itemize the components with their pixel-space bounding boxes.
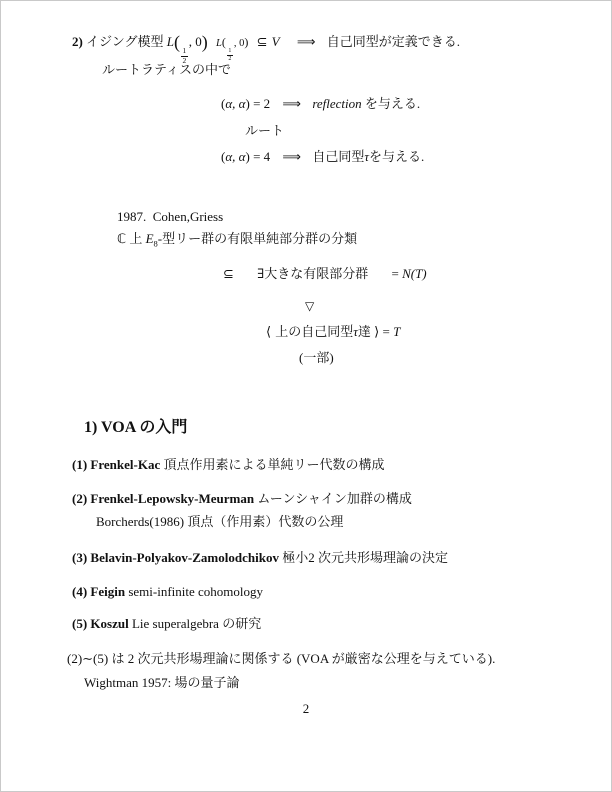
author-name: Feigin — [90, 584, 126, 599]
fraction-one-half-small: $\frac{1}{2}$ — [228, 47, 232, 62]
classification-line: ℂ 上 $E_8-$型リー群の有限単純部分群の分類 — [117, 231, 358, 249]
exists-big-finite-subgroup: ∃大きな有限部分群 — [257, 266, 369, 281]
case-alpha4-line: (α, α) = 4 ⟹ 自己同型τを与える. — [221, 149, 425, 165]
ising-model-line — [72, 31, 460, 64]
voa-section-heading: 1) VOA の入門 — [84, 419, 188, 436]
E8-subscript: 8 — [153, 238, 158, 249]
triangle-symbol: ▽ — [305, 299, 315, 313]
item-desc: 極小2 次元共形場理論の決定 — [278, 550, 448, 565]
page-number: 2 — [302, 701, 310, 716]
implies-arrow: ⟹ — [296, 35, 315, 50]
item-desc: semi-infinite cohomology — [125, 584, 264, 599]
V-symbol: V — [271, 34, 280, 49]
item-desc: Lie superalgebra の研究 — [128, 616, 262, 631]
alpha-pair: α, α — [225, 149, 246, 164]
cohen-griess-year-line: 1987. Cohen,Griess — [117, 209, 224, 224]
author-name: Frenkel-Kac — [90, 457, 161, 472]
wightman-line: Wightman 1957: 場の量子論 — [84, 675, 240, 690]
item-desc: ムーンシャイン加群の構成 — [254, 491, 412, 506]
item-number: (4) — [72, 584, 91, 599]
voa-item-4 — [72, 584, 263, 600]
cft-relation-note: (2)∼(5) は 2 次元共形場理論に関係する (VOA が厳密な公理を与えている). — [67, 651, 496, 666]
author-name: Belavin-Polyakov-Zamolodchikov — [90, 550, 279, 565]
L-half-0-big: L( $\frac{1}{2}$ , 0) — [166, 31, 208, 65]
E8-symbol: E — [145, 231, 154, 246]
voa-item-3 — [72, 550, 448, 566]
voa-item-2 — [72, 491, 412, 507]
implies-arrow: ⟹ — [282, 97, 301, 112]
generated-group-line: ⟨ 上の自己同型τ達 ⟩ = T — [266, 324, 401, 340]
angle-bracket-open: ⟨ — [266, 325, 276, 340]
item-number: (2) — [72, 491, 91, 506]
partial-note: (一部) — [299, 350, 334, 365]
fraction-one-half: $\frac{1}{2}$ — [182, 46, 187, 65]
N-of-T: N(T) — [402, 266, 427, 281]
subset-symbol: ⊆ — [223, 267, 234, 282]
angle-bracket-close: ⟩ — [374, 325, 380, 340]
case-alpha2-line: (α, α) = 2 ⟹ reflection を与える. — [221, 96, 421, 112]
finite-subgroup-line — [223, 266, 427, 283]
voa-item-1 — [72, 457, 385, 473]
L-half-0-small: L( $\frac{1}{2}$ , 0) — [216, 35, 249, 62]
author-name: Koszul — [90, 616, 129, 631]
item-desc: 頂点作用素による単純リー代数の構成 — [160, 457, 385, 472]
borcherds-subline: Borcherds(1986) 頂点（作用素）代数の公理 — [96, 514, 344, 529]
voa-item-5 — [72, 616, 261, 632]
tau-symbol: τ — [364, 149, 369, 164]
item-number: (1) — [72, 457, 91, 472]
tau-symbol: τ — [353, 324, 358, 339]
equals-sign: = — [391, 266, 403, 281]
ising-title: イジング模型 — [86, 34, 167, 49]
complex-C-symbol: ℂ — [117, 232, 127, 247]
alpha-pair: α, α — [225, 96, 246, 111]
reflection-word: reflection — [312, 96, 362, 111]
item-number: (5) — [72, 616, 91, 631]
root-label: ルート — [245, 123, 285, 138]
author-name: Frenkel-Lepowsky-Meurman — [90, 491, 255, 506]
T-symbol: T — [393, 324, 401, 339]
root-lattice-line: ルートラティスの中で — [102, 62, 231, 77]
implies-arrow: ⟹ — [282, 150, 301, 165]
item-number-2: 2) — [72, 34, 87, 49]
subset-symbol: ⊆ — [256, 35, 272, 50]
ising-conclusion: 自己同型が定義できる. — [326, 34, 460, 49]
item-number: (3) — [72, 550, 91, 565]
